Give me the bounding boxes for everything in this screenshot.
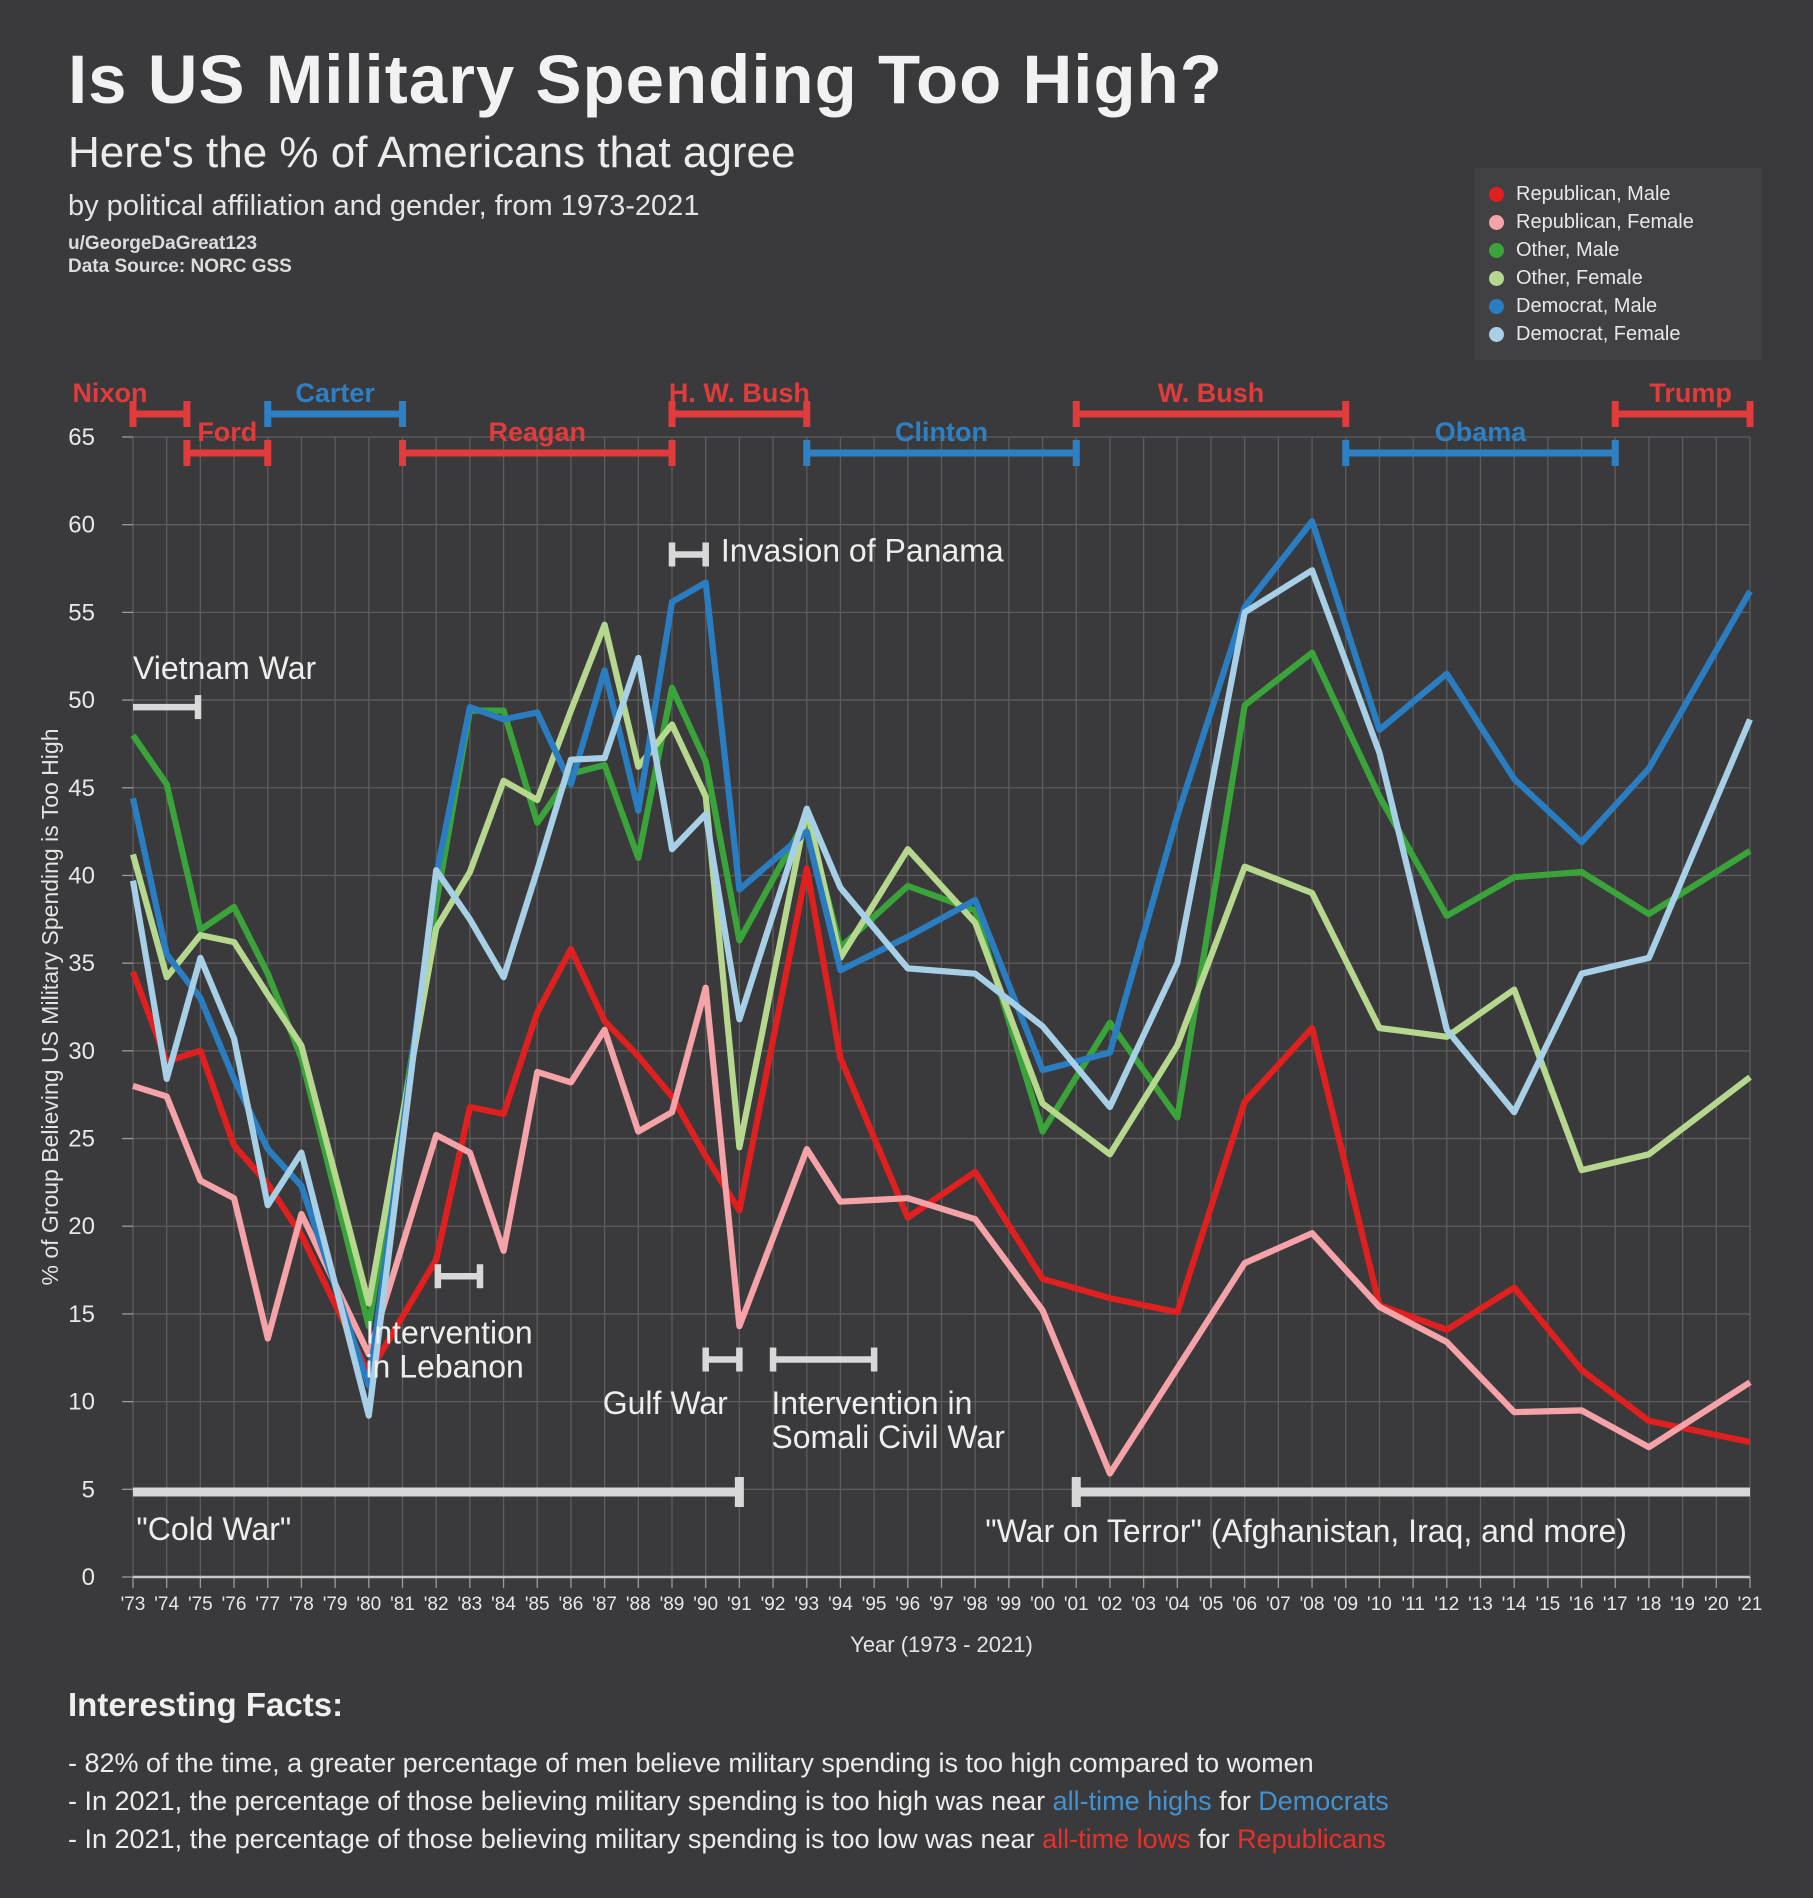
svg-text:'89: '89 [659, 1594, 685, 1615]
svg-text:'01: '01 [1063, 1594, 1089, 1615]
svg-text:'96: '96 [895, 1594, 921, 1615]
svg-text:'11: '11 [1401, 1594, 1425, 1615]
svg-text:"Cold War": "Cold War" [136, 1511, 292, 1548]
svg-text:'85: '85 [524, 1594, 550, 1615]
svg-text:'00: '00 [1030, 1594, 1055, 1615]
legend-label: Republican, Male [1516, 182, 1671, 205]
page-subtitle: Here's the % of Americans that agree [68, 128, 796, 177]
president-trump [1615, 378, 1750, 427]
svg-text:Nixon: Nixon [72, 378, 148, 408]
svg-text:45: 45 [68, 774, 95, 802]
legend-label: Other, Male [1516, 238, 1620, 261]
page-subtitle-detail: by political affiliation and gender, from 1973-2021 [68, 190, 700, 222]
svg-text:Obama: Obama [1434, 417, 1527, 447]
svg-text:'91: '91 [726, 1594, 752, 1615]
svg-text:'84: '84 [491, 1594, 516, 1615]
facts-heading: Interesting Facts: [68, 1686, 344, 1723]
svg-text:'75: '75 [187, 1594, 213, 1615]
svg-text:'03: '03 [1131, 1594, 1157, 1615]
svg-text:'12: '12 [1434, 1594, 1460, 1615]
y-axis-tick-labels [68, 424, 95, 1591]
president-h-w-bush [669, 378, 810, 427]
x-axis-tick-labels [121, 1594, 1763, 1615]
svg-text:'74: '74 [154, 1594, 180, 1615]
highlight-all-time-highs: all-time highs [1052, 1786, 1212, 1816]
highlight-republicans: Republicans [1237, 1824, 1386, 1854]
svg-text:'76: '76 [221, 1594, 247, 1615]
president-carter [268, 378, 403, 427]
svg-text:10: 10 [68, 1388, 95, 1416]
svg-text:'21: '21 [1737, 1594, 1763, 1615]
svg-text:Year (1973 - 2021): Year (1973 - 2021) [850, 1632, 1033, 1657]
svg-text:15: 15 [68, 1300, 95, 1328]
svg-text:65: 65 [68, 424, 95, 451]
svg-text:55: 55 [68, 599, 95, 627]
svg-text:'09: '09 [1333, 1594, 1359, 1615]
fact-item: - In 2021, the percentage of those believing military spending is too high was near all-time highs for Democrats [68, 1786, 1389, 1816]
svg-text:Gulf War: Gulf War [602, 1384, 728, 1421]
svg-text:Reagan: Reagan [488, 417, 587, 447]
svg-text:W. Bush: W. Bush [1157, 378, 1265, 408]
svg-text:'97: '97 [929, 1594, 954, 1615]
highlight-democrats: Democrats [1258, 1786, 1389, 1816]
svg-text:40: 40 [68, 862, 95, 890]
svg-text:'81: '81 [390, 1594, 415, 1615]
svg-text:'05: '05 [1198, 1594, 1224, 1615]
svg-text:5: 5 [81, 1476, 95, 1504]
fact-item: - 82% of the time, a greater percentage of men believe military spending is too high compared to women [68, 1748, 1314, 1778]
svg-text:'78: '78 [289, 1594, 314, 1615]
svg-text:'98: '98 [962, 1594, 988, 1615]
svg-text:'14: '14 [1501, 1594, 1527, 1615]
y-axis-title [37, 729, 63, 1286]
legend-label: Democrat, Male [1516, 294, 1658, 317]
svg-text:'88: '88 [625, 1594, 651, 1615]
svg-text:25: 25 [68, 1125, 95, 1153]
svg-text:'95: '95 [861, 1594, 887, 1615]
svg-text:Carter: Carter [295, 378, 375, 408]
svg-text:Ford: Ford [197, 417, 258, 447]
fact-item: - In 2021, the percentage of those believing military spending is too low was near all-time lows for Republicans [68, 1824, 1386, 1854]
event-vietnam-war [133, 650, 317, 719]
svg-text:'94: '94 [828, 1594, 853, 1615]
svg-text:% of Group Believing US Milita: % of Group Believing US Military Spending is Too High [37, 728, 63, 1286]
legend-label: Other, Female [1516, 266, 1643, 289]
president-w-bush [1076, 378, 1346, 427]
svg-text:'08: '08 [1299, 1594, 1325, 1615]
legend-label: Democrat, Female [1516, 322, 1681, 345]
x-axis-title [850, 1632, 1033, 1657]
event-gulf-war [603, 1348, 740, 1421]
president-nixon [72, 378, 186, 427]
svg-text:'90: '90 [693, 1594, 719, 1615]
svg-text:50: 50 [68, 687, 95, 715]
data-source-credit: Data Source: NORC GSS [68, 256, 292, 277]
president-timeline [72, 378, 1750, 466]
svg-text:'10: '10 [1367, 1594, 1392, 1615]
svg-text:60: 60 [68, 511, 95, 539]
svg-text:Clinton: Clinton [895, 417, 988, 447]
svg-text:'93: '93 [794, 1594, 820, 1615]
svg-text:'80: '80 [356, 1594, 382, 1615]
svg-text:35: 35 [68, 950, 95, 978]
highlight-all-time-lows: all-time lows [1042, 1824, 1191, 1854]
svg-text:'77: '77 [255, 1594, 281, 1615]
svg-text:Invasion of Panama: Invasion of Panama [720, 532, 1004, 569]
event-invasion-of-panama [672, 533, 1004, 569]
svg-text:Intervention: Intervention [365, 1314, 533, 1351]
svg-text:'86: '86 [558, 1594, 584, 1615]
svg-text:'19: '19 [1670, 1594, 1696, 1615]
svg-text:'17: '17 [1602, 1594, 1628, 1615]
svg-text:H. W. Bush: H. W. Bush [668, 378, 810, 408]
svg-text:'82: '82 [423, 1594, 449, 1615]
svg-text:'83: '83 [457, 1594, 483, 1615]
svg-text:20: 20 [68, 1213, 95, 1241]
svg-text:'20: '20 [1703, 1594, 1729, 1615]
svg-text:'18: '18 [1636, 1594, 1662, 1615]
svg-text:0: 0 [81, 1564, 95, 1591]
svg-text:in Lebanon: in Lebanon [365, 1348, 524, 1385]
page-title: Is US Military Spending Too High? [68, 41, 1223, 118]
svg-text:'02: '02 [1097, 1594, 1123, 1615]
interesting-facts [68, 1686, 1768, 1858]
svg-text:"War on Terror" (Afghanistan,: "War on Terror" (Afghanistan, Iraq, and more) [985, 1512, 1627, 1549]
svg-text:'87: '87 [592, 1594, 618, 1615]
svg-text:'79: '79 [322, 1594, 348, 1615]
svg-text:'73: '73 [120, 1594, 146, 1615]
svg-text:Vietnam War: Vietnam War [133, 650, 317, 687]
svg-text:'15: '15 [1535, 1594, 1561, 1615]
author-credit: u/GeorgeDaGreat123 [68, 233, 258, 254]
svg-text:'07: '07 [1265, 1594, 1291, 1615]
svg-text:Intervention in: Intervention in [771, 1384, 973, 1421]
svg-text:'06: '06 [1232, 1594, 1258, 1615]
svg-text:'04: '04 [1164, 1594, 1190, 1615]
event--war-on-terror-afghanistan-iraq-and-more- [985, 1477, 1750, 1549]
svg-text:'99: '99 [996, 1594, 1022, 1615]
svg-text:'13: '13 [1468, 1594, 1493, 1615]
svg-text:'92: '92 [760, 1594, 786, 1615]
svg-text:Trump: Trump [1649, 378, 1732, 408]
legend-label: Republican, Female [1516, 210, 1694, 233]
president-ford [187, 417, 268, 466]
svg-text:Somali Civil War: Somali Civil War [771, 1418, 1005, 1455]
svg-text:30: 30 [68, 1037, 95, 1065]
svg-text:'16: '16 [1569, 1594, 1594, 1615]
